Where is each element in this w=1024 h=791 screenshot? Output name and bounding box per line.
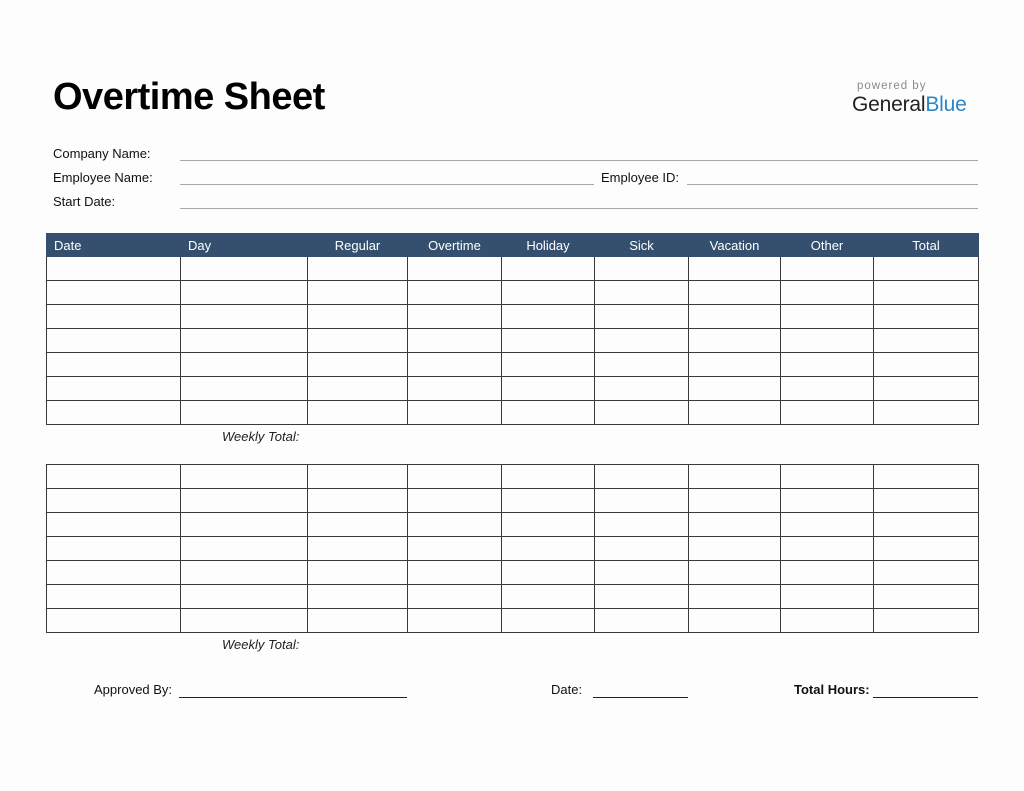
column-header-date: Date (47, 234, 181, 257)
cell-date[interactable] (47, 585, 181, 609)
brand-logo-part2: Blue (925, 93, 967, 116)
column-header-day: Day (181, 234, 308, 257)
cell-vacation[interactable] (689, 305, 781, 329)
cell-date[interactable] (47, 353, 181, 377)
cell-regular[interactable] (308, 329, 408, 353)
employee-id-label: Employee ID: (601, 170, 680, 185)
brand-logo-part1: General (852, 93, 926, 116)
cell-vacation[interactable] (689, 329, 781, 353)
cell-day[interactable] (181, 401, 308, 425)
cell-holiday[interactable] (502, 353, 595, 377)
table-row (47, 353, 979, 377)
column-header-regular: Regular (308, 234, 408, 257)
cell-overtime[interactable] (408, 353, 502, 377)
cell-vacation[interactable] (689, 489, 781, 513)
cell-other[interactable] (781, 329, 874, 353)
cell-date[interactable] (47, 377, 181, 401)
cell-total[interactable] (874, 257, 979, 281)
cell-other[interactable] (781, 401, 874, 425)
table-row (47, 377, 979, 401)
cell-holiday[interactable] (502, 537, 595, 561)
cell-regular[interactable] (308, 609, 408, 633)
cell-regular[interactable] (308, 489, 408, 513)
cell-date[interactable] (47, 305, 181, 329)
employee-id-field[interactable] (687, 184, 978, 185)
cell-other[interactable] (781, 353, 874, 377)
cell-regular[interactable] (308, 401, 408, 425)
cell-other[interactable] (781, 537, 874, 561)
cell-overtime[interactable] (408, 489, 502, 513)
cell-date[interactable] (47, 257, 181, 281)
cell-other[interactable] (781, 281, 874, 305)
cell-holiday[interactable] (502, 329, 595, 353)
cell-vacation[interactable] (689, 465, 781, 489)
table-row (47, 609, 979, 633)
cell-regular[interactable] (308, 305, 408, 329)
total-hours-label: Total Hours: (794, 682, 870, 697)
employee-name-field[interactable] (180, 184, 594, 185)
cell-vacation[interactable] (689, 377, 781, 401)
table-row (47, 585, 979, 609)
cell-regular[interactable] (308, 513, 408, 537)
column-header-other: Other (781, 234, 874, 257)
week-1-table (46, 233, 979, 425)
cell-vacation[interactable] (689, 401, 781, 425)
cell-other[interactable] (781, 513, 874, 537)
cell-sick[interactable] (595, 609, 689, 633)
brand-logo (852, 93, 967, 117)
cell-vacation[interactable] (689, 561, 781, 585)
cell-other[interactable] (781, 305, 874, 329)
table-row (47, 281, 979, 305)
cell-date[interactable] (47, 537, 181, 561)
cell-regular[interactable] (308, 537, 408, 561)
cell-regular[interactable] (308, 465, 408, 489)
cell-other[interactable] (781, 585, 874, 609)
cell-vacation[interactable] (689, 513, 781, 537)
table-row (47, 537, 979, 561)
week-2-table (46, 464, 979, 633)
cell-holiday[interactable] (502, 585, 595, 609)
cell-holiday[interactable] (502, 377, 595, 401)
cell-total[interactable] (874, 561, 979, 585)
cell-other[interactable] (781, 465, 874, 489)
cell-overtime[interactable] (408, 585, 502, 609)
table-row (47, 401, 979, 425)
cell-sick[interactable] (595, 353, 689, 377)
cell-overtime[interactable] (408, 305, 502, 329)
table-row (47, 329, 979, 353)
cell-total[interactable] (874, 401, 979, 425)
start-date-label: Start Date: (53, 194, 116, 209)
cell-vacation[interactable] (689, 281, 781, 305)
cell-total[interactable] (874, 537, 979, 561)
cell-sick[interactable] (595, 537, 689, 561)
cell-date[interactable] (47, 401, 181, 425)
table-row (47, 513, 979, 537)
cell-date[interactable] (47, 329, 181, 353)
cell-total[interactable] (874, 513, 979, 537)
cell-overtime[interactable] (408, 257, 502, 281)
cell-overtime[interactable] (408, 329, 502, 353)
cell-overtime[interactable] (408, 401, 502, 425)
company-name-label: Company Name: (53, 146, 151, 161)
cell-overtime[interactable] (408, 561, 502, 585)
cell-holiday[interactable] (502, 257, 595, 281)
cell-regular[interactable] (308, 585, 408, 609)
cell-overtime[interactable] (408, 609, 502, 633)
cell-day[interactable] (181, 609, 308, 633)
column-header-overtime: Overtime (408, 234, 502, 257)
cell-other[interactable] (781, 257, 874, 281)
weekly-total-label-1: Weekly Total: (222, 429, 300, 444)
cell-sick[interactable] (595, 305, 689, 329)
cell-overtime[interactable] (408, 465, 502, 489)
cell-vacation[interactable] (689, 353, 781, 377)
cell-overtime[interactable] (408, 377, 502, 401)
cell-other[interactable] (781, 609, 874, 633)
cell-sick[interactable] (595, 401, 689, 425)
cell-sick[interactable] (595, 465, 689, 489)
cell-holiday[interactable] (502, 609, 595, 633)
cell-day[interactable] (181, 257, 308, 281)
total-hours-field[interactable] (873, 697, 978, 698)
cell-sick[interactable] (595, 585, 689, 609)
cell-holiday[interactable] (502, 465, 595, 489)
cell-date[interactable] (47, 513, 181, 537)
cell-day[interactable] (181, 585, 308, 609)
cell-sick[interactable] (595, 281, 689, 305)
cell-total[interactable] (874, 489, 979, 513)
cell-total[interactable] (874, 353, 979, 377)
cell-day[interactable] (181, 377, 308, 401)
cell-overtime[interactable] (408, 513, 502, 537)
cell-total[interactable] (874, 465, 979, 489)
page-title: Overtime Sheet (53, 76, 325, 118)
weekly-total-label-2: Weekly Total: (222, 637, 300, 652)
table-row (47, 561, 979, 585)
cell-day[interactable] (181, 329, 308, 353)
date-label: Date: (551, 682, 583, 697)
cell-sick[interactable] (595, 561, 689, 585)
cell-regular[interactable] (308, 561, 408, 585)
cell-sick[interactable] (595, 377, 689, 401)
week-2-body (47, 465, 979, 633)
cell-holiday[interactable] (502, 281, 595, 305)
cell-date[interactable] (47, 465, 181, 489)
column-header-holiday: Holiday (502, 234, 595, 257)
cell-day[interactable] (181, 561, 308, 585)
company-name-field[interactable] (180, 160, 978, 161)
cell-sick[interactable] (595, 257, 689, 281)
cell-day[interactable] (181, 489, 308, 513)
table-row (47, 257, 979, 281)
cell-holiday[interactable] (502, 305, 595, 329)
cell-sick[interactable] (595, 513, 689, 537)
cell-sick[interactable] (595, 489, 689, 513)
cell-holiday[interactable] (502, 401, 595, 425)
table-row (47, 465, 979, 489)
cell-total[interactable] (874, 281, 979, 305)
start-date-field[interactable] (180, 208, 978, 209)
cell-vacation[interactable] (689, 609, 781, 633)
cell-total[interactable] (874, 377, 979, 401)
cell-vacation[interactable] (689, 257, 781, 281)
cell-total[interactable] (874, 585, 979, 609)
cell-holiday[interactable] (502, 513, 595, 537)
cell-other[interactable] (781, 489, 874, 513)
cell-day[interactable] (181, 353, 308, 377)
approved-by-field[interactable] (179, 697, 407, 698)
cell-day[interactable] (181, 281, 308, 305)
cell-regular[interactable] (308, 377, 408, 401)
cell-day[interactable] (181, 465, 308, 489)
table-header-row (47, 234, 979, 257)
cell-holiday[interactable] (502, 489, 595, 513)
cell-sick[interactable] (595, 329, 689, 353)
cell-date[interactable] (47, 609, 181, 633)
column-header-vacation: Vacation (689, 234, 781, 257)
cell-regular[interactable] (308, 281, 408, 305)
cell-date[interactable] (47, 561, 181, 585)
cell-other[interactable] (781, 561, 874, 585)
cell-date[interactable] (47, 489, 181, 513)
column-header-sick: Sick (595, 234, 689, 257)
table-row (47, 489, 979, 513)
column-header-total: Total (874, 234, 979, 257)
cell-regular[interactable] (308, 353, 408, 377)
cell-vacation[interactable] (689, 537, 781, 561)
cell-vacation[interactable] (689, 585, 781, 609)
cell-overtime[interactable] (408, 281, 502, 305)
approved-by-label: Approved By: (94, 682, 173, 697)
cell-day[interactable] (181, 513, 308, 537)
cell-total[interactable] (874, 609, 979, 633)
cell-holiday[interactable] (502, 561, 595, 585)
cell-total[interactable] (874, 329, 979, 353)
cell-total[interactable] (874, 305, 979, 329)
cell-regular[interactable] (308, 257, 408, 281)
cell-day[interactable] (181, 305, 308, 329)
powered-by-text: powered by (857, 80, 927, 92)
employee-name-label: Employee Name: (53, 170, 153, 185)
cell-overtime[interactable] (408, 537, 502, 561)
date-field[interactable] (593, 697, 688, 698)
cell-date[interactable] (47, 281, 181, 305)
week-1-body (47, 257, 979, 425)
table-row (47, 305, 979, 329)
cell-day[interactable] (181, 537, 308, 561)
cell-other[interactable] (781, 377, 874, 401)
